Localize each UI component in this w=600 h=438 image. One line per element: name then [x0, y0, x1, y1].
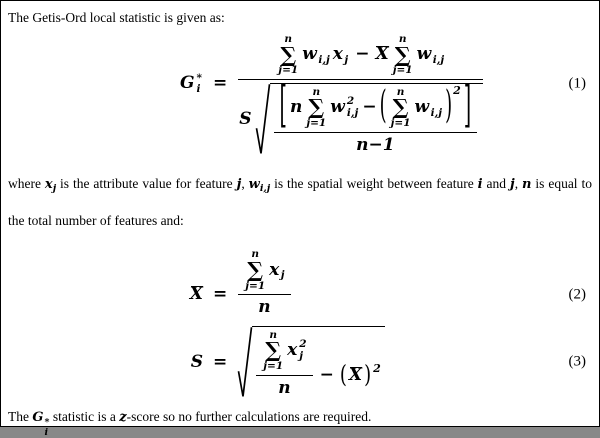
var-S: S — [239, 108, 252, 129]
w-squared-ij — [329, 96, 360, 119]
var-S: S — [190, 351, 203, 372]
sup-star: * — [44, 417, 50, 429]
intro-text: The Getis-Ord local statistic is given as: — [8, 10, 225, 25]
var-n: n — [258, 297, 271, 318]
var-w: w — [302, 44, 317, 65]
var-n: n — [289, 97, 303, 118]
var-w: w — [416, 44, 432, 65]
fraction-numerator — [238, 249, 290, 295]
summation — [245, 249, 265, 291]
equation-2-rhs — [236, 249, 292, 317]
text-run: -score so no further calculations are required. — [126, 409, 372, 425]
var-n: n — [278, 377, 291, 398]
var-j: j — [509, 177, 515, 193]
var-j: j — [236, 177, 242, 193]
minus-sign: − — [355, 44, 370, 65]
var-G: G — [179, 73, 195, 94]
sum-upper-limit: n — [284, 33, 293, 45]
equation-3 — [8, 326, 592, 399]
fraction-denominator — [277, 376, 291, 399]
left-bracket: [ — [279, 77, 287, 134]
sigma-icon: ∑ — [247, 256, 264, 282]
radical-icon — [256, 83, 270, 156]
sup-2: 2 — [299, 338, 307, 351]
equation-2-lhs — [8, 286, 204, 303]
sub-ij: i,j — [259, 183, 271, 195]
x-bar-symbol: X — [189, 284, 203, 305]
equals-sign: = — [213, 73, 228, 94]
equation-2 — [8, 249, 592, 317]
n-minus-1: n−1 — [356, 134, 395, 155]
minus-xbar-squared — [315, 360, 381, 390]
equation-number: (3) — [568, 353, 586, 370]
equation-1 — [8, 34, 592, 156]
summation — [393, 34, 413, 76]
sum-upper-limit: n — [312, 85, 321, 98]
sup-2: 2 — [453, 83, 461, 97]
equation-number: (1) — [568, 75, 586, 92]
var-x: x — [287, 339, 298, 360]
sigma-icon: ∑ — [308, 94, 325, 120]
fraction — [256, 330, 312, 398]
var-x: x — [269, 259, 280, 280]
var-x: x — [332, 44, 343, 65]
sigma-icon: ∑ — [265, 337, 282, 363]
left-paren: ( — [379, 83, 387, 129]
summation — [263, 330, 283, 372]
equals-sign: = — [213, 283, 228, 304]
sub-ij: i,j — [318, 53, 330, 66]
var-w: w — [414, 97, 430, 118]
minus-sign: − — [362, 97, 377, 118]
sigma-icon: ∑ — [280, 41, 297, 67]
radicand — [270, 77, 484, 156]
inner-numerator — [274, 77, 478, 134]
G-supsub — [197, 73, 203, 96]
right-bracket: ] — [463, 77, 472, 134]
text-run: is the attribute value for feature — [56, 176, 237, 192]
sum-upper-limit: n — [396, 85, 405, 98]
text-run: statistic is a — [49, 409, 120, 425]
sub-ij: i,j — [430, 106, 443, 119]
x-bar-symbol: X — [348, 365, 363, 386]
sub-j: j — [344, 53, 349, 66]
var-w: w — [330, 97, 345, 118]
text-run: and — [482, 176, 510, 192]
text-run: , — [514, 176, 522, 192]
w-supsub — [347, 96, 358, 119]
square-root — [256, 77, 484, 156]
x-bar-symbol: X — [375, 44, 389, 65]
sup-2: 2 — [373, 361, 381, 375]
sub-ij: i,j — [346, 106, 359, 119]
sub-j: j — [280, 269, 285, 282]
x-squared-j — [286, 339, 308, 362]
summation — [278, 34, 298, 76]
radical-icon — [238, 326, 252, 399]
square-root — [238, 326, 385, 399]
var-w: w — [248, 177, 260, 193]
text-run: is equal to the total number of features and: — [8, 176, 592, 229]
radicand — [252, 326, 385, 399]
equation-3-lhs — [8, 353, 204, 373]
sum-upper-limit: n — [398, 33, 407, 45]
var-G: G — [32, 410, 44, 426]
text-run: , — [241, 176, 249, 192]
fraction-denominator — [257, 295, 271, 318]
text-run: is the spatial weight between feature — [270, 176, 478, 192]
sigma-icon: ∑ — [394, 41, 411, 67]
sigma-icon: ∑ — [392, 94, 409, 120]
text-run: The — [8, 409, 33, 425]
sub-ij: i,j — [432, 53, 445, 66]
closing-paragraph — [8, 408, 592, 438]
equals-sign: = — [213, 351, 228, 372]
sub-i: i — [44, 427, 49, 438]
inner-denominator — [355, 133, 395, 156]
sum-upper-limit: n — [251, 248, 260, 261]
sum-lower-limit: j=1 — [390, 117, 411, 130]
fraction — [238, 249, 290, 317]
fraction-denominator — [238, 77, 483, 156]
sup-star: * — [196, 71, 202, 84]
equation-number: (2) — [568, 285, 586, 302]
inner-fraction — [274, 77, 478, 155]
summation — [306, 87, 326, 129]
equation-1-rhs — [236, 34, 485, 156]
var-x: x — [44, 177, 53, 193]
var-i: i — [477, 177, 483, 193]
x-supsub — [299, 339, 306, 362]
right-paren: ) — [364, 360, 372, 390]
sum-lower-limit: j=1 — [306, 117, 327, 130]
sub-i: i — [196, 83, 201, 96]
text-run: where — [8, 176, 45, 192]
sum-upper-limit: n — [269, 328, 278, 341]
sub-j: j — [299, 349, 304, 362]
right-paren: ) — [445, 83, 453, 129]
minus-sign: − — [319, 365, 334, 386]
fraction-numerator — [256, 330, 312, 376]
var-z: z — [119, 410, 127, 426]
where-paragraph — [8, 168, 592, 237]
summation — [391, 87, 411, 129]
sum-lower-limit: j=1 — [278, 64, 299, 77]
left-paren: ( — [339, 360, 347, 390]
equation-1-lhs — [8, 73, 204, 96]
var-n: n — [522, 177, 532, 193]
sub-j: j — [52, 183, 57, 195]
fraction-numerator — [238, 34, 483, 80]
main-fraction — [238, 34, 483, 156]
sum-lower-limit: j=1 — [263, 360, 284, 373]
G-star-i-symbol — [179, 73, 204, 96]
sum-lower-limit: j=1 — [392, 64, 413, 77]
sup-2: 2 — [346, 95, 355, 108]
equation-3-rhs — [236, 326, 385, 399]
sum-lower-limit: j=1 — [245, 279, 266, 292]
